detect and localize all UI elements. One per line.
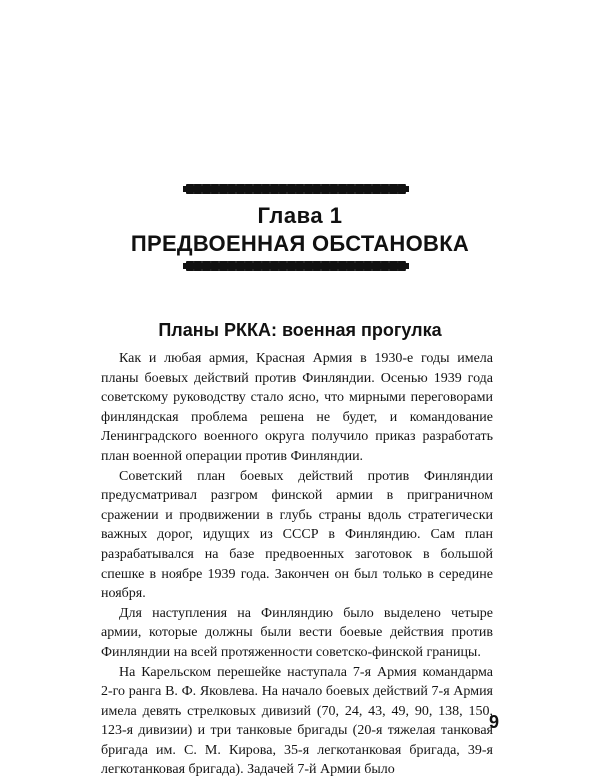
page-number: 9: [489, 712, 499, 733]
chapter-label: Глава 1: [0, 203, 600, 229]
paragraph: На Карельском перешейке наступала 7-я Армия командарма 2-го ранга В. Ф. Яковлева. На начало боевых действий 7-я Армия имела девять стрелковых дивизий (70, 24, 43, 49, 90, 138, 150, 123-я дивизии) и три танковые бригады (20-я тяжелая танковая бригада им. С. М. Кирова, 35-я легкотанковая бригада, 39-я легкотанковая бригада). Задачей 7-й Армии было: [101, 663, 493, 780]
chapter-title: ПРЕДВОЕННАЯ ОБСТАНОВКА: [0, 231, 600, 257]
paragraph: Советский план боевых действий против Финляндии предусматривал разгром финской армии в приграничном сражении и продвижении в глубь страны вдоль стратегически важных дорог, идущих из СССР в Финляндию. Сам план разрабатывался на базе предвоенных заготовок в большой спешке в ноябре 1939 года. Закончен он был только в середине ноября.: [101, 467, 493, 604]
decorative-bar-top: [186, 184, 406, 194]
body-text: [101, 349, 493, 780]
section-title: Планы РККА: военная прогулка: [0, 320, 600, 341]
paragraph: Как и любая армия, Красная Армия в 1930-е годы имела планы боевых действий против Финляндии. Осенью 1939 года советскому руководству стало ясно, что мирными переговорами финляндская проблема решена не будет, и командование Ленинградского военного округа получило приказ разработать план военной операции против Финляндии.: [101, 349, 493, 467]
decorative-bar-bottom: [186, 261, 406, 271]
paragraph: Для наступления на Финляндию было выделено четыре армии, которые должны были вести боевые действия против Финляндии на всей протяженности советско-финской границы.: [101, 604, 493, 663]
